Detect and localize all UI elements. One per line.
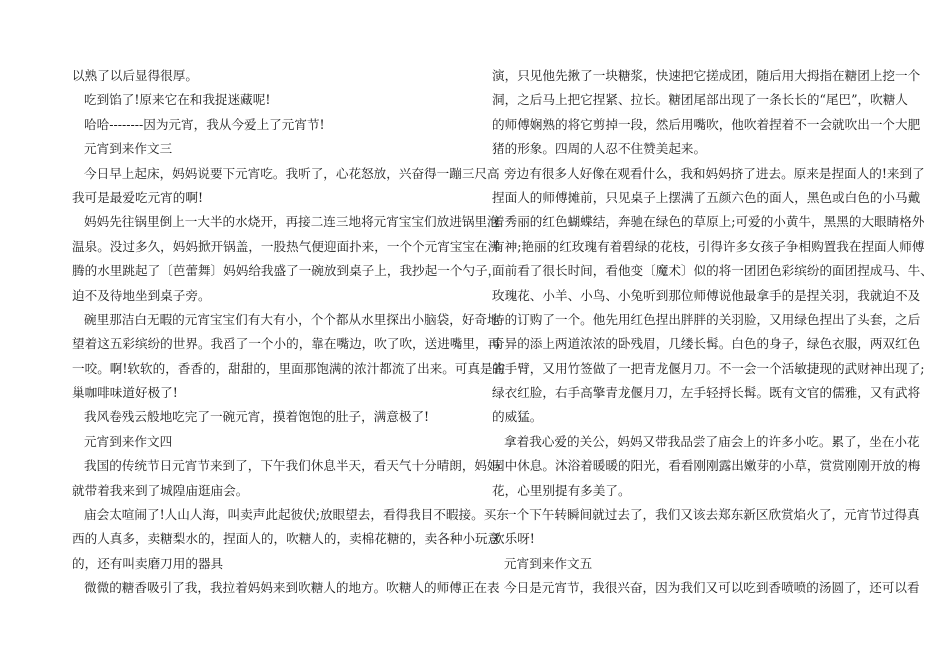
text-line: 碗里那洁白无暇的元宵宝宝们有大有小，个个都从水里探出小脑袋，好奇地 xyxy=(84,311,500,327)
text-line: 就带着我来到了城隍庙逛庙会。 xyxy=(72,482,249,498)
text-line: 以熟了以后显得很厚。 xyxy=(72,68,198,83)
text-line: 今日早上起床，妈妈说要下元宵吃。我听了，心花怒放，兴奋得一蹦三尺高 xyxy=(84,165,500,181)
text-line: 花，心里别提有多美了。 xyxy=(492,482,631,498)
text-line: 西的人真多，卖糖梨水的，捏面人的，吹糖人的，卖棉花糖的，卖各种小玩意 xyxy=(72,531,501,547)
text-line: 拿着我心爱的关公，妈妈又带我品尝了庙会上的许多小吃。累了，坐在小花 xyxy=(504,433,920,449)
right-text-column xyxy=(492,64,933,601)
text-line: 欢乐呀! xyxy=(492,531,535,547)
text-line: 绿衣红脸，右手高擎青龙偃月刀，左手轻捋长髯。既有文官的儒雅，又有武将 xyxy=(492,385,921,401)
text-line: 的师傅娴熟的将它剪掉一段，然后用嘴吹，他吹着捏着不一会就吹出一个大肥 xyxy=(492,116,921,132)
text-line: 哈哈--------因为元宵，我从今爱上了元宵节! xyxy=(84,116,325,132)
text-line: 望着这五彩缤纷的世界。我舀了一个小的，靠在嘴边，吹了吹，送进嘴里，再 xyxy=(72,336,501,352)
text-line: 微微的糖香吸引了我，我拉着妈妈来到吹糖人的地方。吹糖人的师傅正在表 xyxy=(84,580,500,596)
text-line: 腾的水里跳起了〔芭蕾舞〕妈妈给我盛了一碗放到桌子上，我抄起一个勺子， xyxy=(72,263,501,279)
text-line: 一咬。啊!软软的，香香的，甜甜的，里面那饱满的浓汁都流了出来。可真是雀 xyxy=(72,360,506,376)
text-line: 元宵到来作文五 xyxy=(504,555,593,571)
text-line: 庙会太喧闹了!人山人海，叫卖声此起彼伏;放眼望去，看得我目不暇接。买东 xyxy=(84,507,509,523)
text-line: 着秀丽的红色蝴蝶结，奔驰在绿色的草原上;可爱的小黄牛，黑黑的大眼睛格外 xyxy=(492,214,925,230)
text-line: 我风卷残云般地吃完了一碗元宵，摸着饱饱的肚子，满意极了! xyxy=(84,409,430,425)
text-line: 的手臂，又用竹签做了一把青龙偃月刀。不一会一个活敏捷现的武财神出现了; xyxy=(492,360,925,376)
text-line: 洞，之后马上把它捏紧、拉长。糖团尾部出现了一条长长的“尾巴”，吹糖人 xyxy=(492,92,908,108)
text-line: 园中休息。沐浴着暖暖的阳光，看看刚刚露出嫩芽的小草，赏赏刚刚开放的梅 xyxy=(492,458,921,474)
text-line: 的威猛。 xyxy=(492,409,543,425)
text-line: 巢咖啡味道好极了! xyxy=(72,385,178,401)
text-line: 奇异的添上两道浓浓的卧残眉，几缕长髯。白色的身子，绿色衣服，两双红色 xyxy=(492,336,921,352)
text-line: 玫瑰花、小羊、小鸟、小兔听到那位师傅说他最拿手的是捏关羽，我就迫不及 xyxy=(492,287,921,303)
text-line: 有神;艳丽的红玫瑰有着碧绿的花枝，引得许多女孩子争相购置我在捏面人师傅 xyxy=(492,238,925,254)
text-line: 今日是元宵节，我很兴奋，因为我们又可以吃到香喷喷的汤圆了，还可以看 xyxy=(504,580,920,596)
text-line: 我国的传统节日元宵节来到了，下午我们休息半天，看天气十分晴朗，妈妈 xyxy=(84,458,500,474)
text-line: 元宵到来作文三 xyxy=(84,141,173,157)
left-text-column xyxy=(72,64,509,601)
text-line: 元宵到来作文四 xyxy=(84,433,173,449)
text-line: 温泉。没过多久，妈妈掀开锅盖，一股热气便迎面扑来，一个个元宵宝宝在沸 xyxy=(72,238,501,254)
text-line: 演，只见他先揪了一块糖浆，快速把它搓成团，随后用大拇指在糖团上挖一个 xyxy=(492,68,921,83)
text-line: 吃到馅了!原来它在和我捉迷藏呢! xyxy=(84,92,271,108)
text-line: 妈妈先往锅里倒上一大半的水烧开，再接二连三地将元宵宝宝们放进锅里泡 xyxy=(84,214,500,230)
text-line: 面前看了很长时间，看他变〔魔术〕似的将一团团色彩缤纷的面团捏成马、牛、 xyxy=(492,263,933,279)
text-line: 旁边有很多人好像在观看什么，我和妈妈挤了进去。原来是捏面人的!来到了 xyxy=(504,165,925,181)
text-line: 的，还有叫卖磨刀用的器具 xyxy=(72,555,224,571)
text-line: 捏面人的师傅摊前，只见桌子上摆满了五颜六色的面人，黑色或白色的小马戴 xyxy=(492,189,921,205)
text-line: 我可是最爱吃元宵的啊! xyxy=(72,189,203,205)
text-line: 迫不及待地坐到桌子旁。 xyxy=(72,287,211,303)
text-line: 一个下午转瞬间就过去了，我们又该去郑东新区欣赏焰火了，元宵节过得真 xyxy=(504,507,920,523)
text-line: 待的订购了一个。他先用红色捏出胖胖的关羽脸，又用绿色捏出了头套，之后 xyxy=(492,311,921,327)
text-line: 猪的形象。四周的人忍不住赞美起来。 xyxy=(492,141,707,157)
